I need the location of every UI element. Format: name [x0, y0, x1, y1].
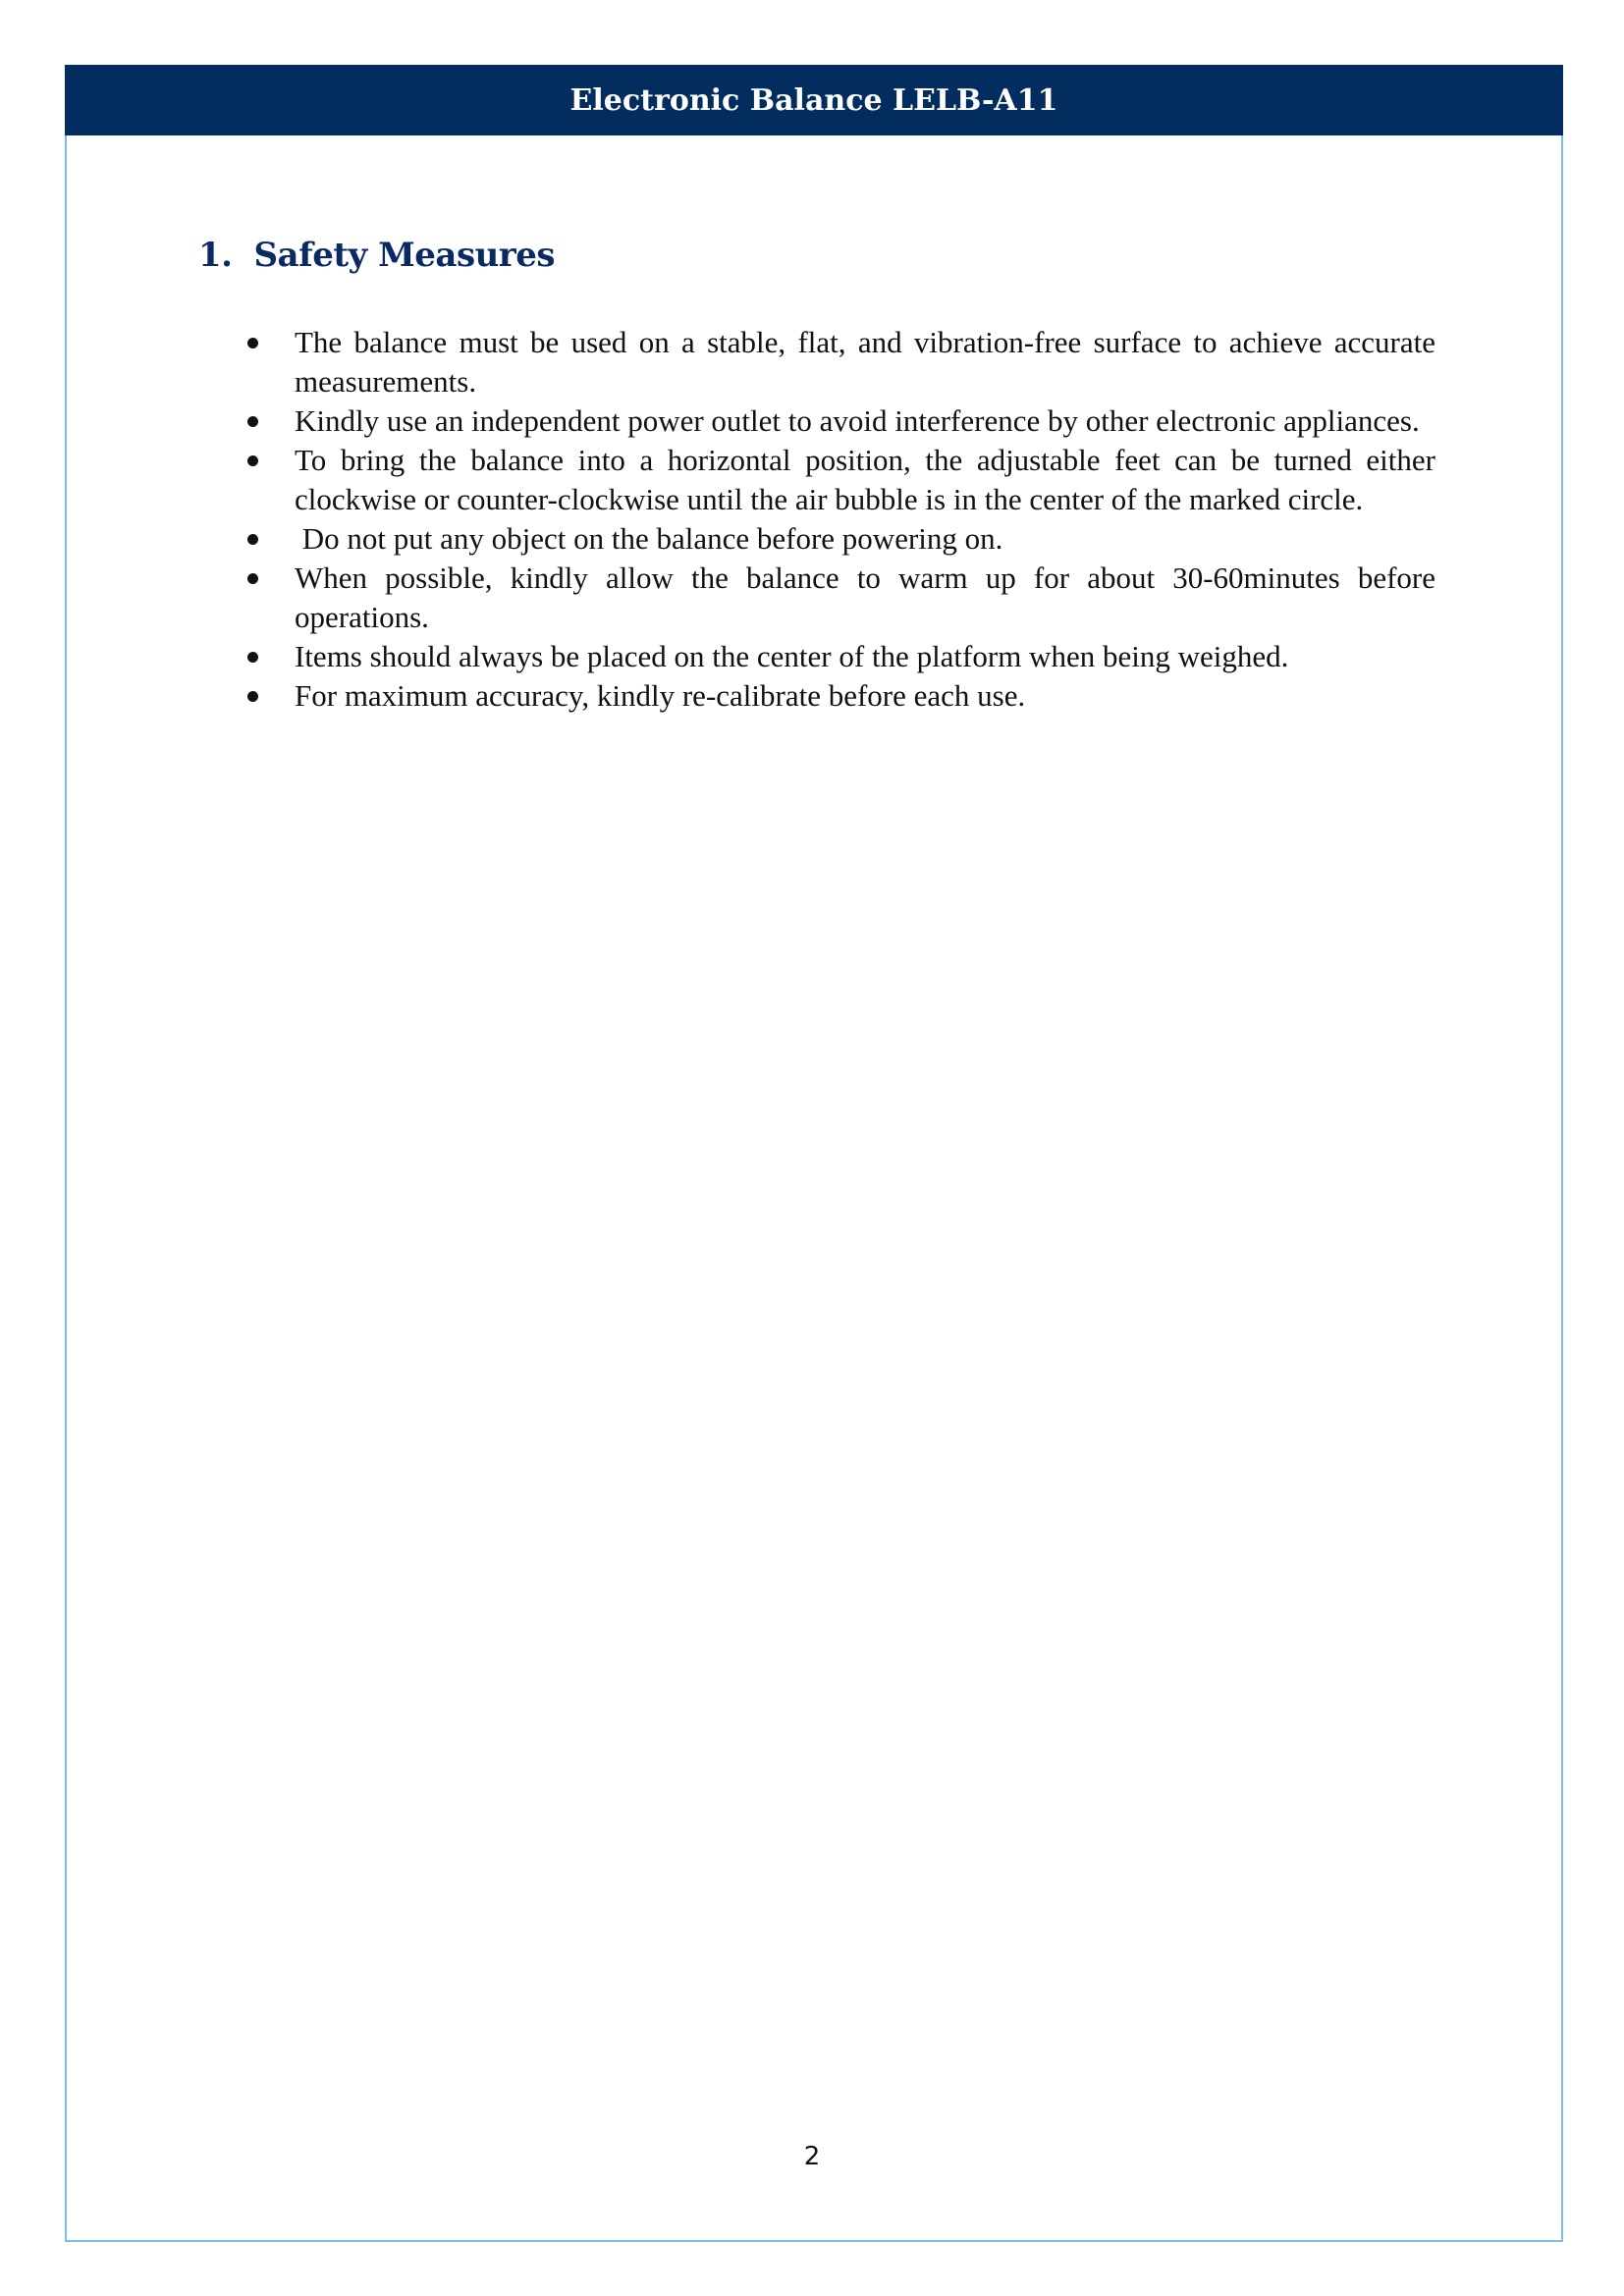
document-header — [65, 65, 1563, 135]
list-item-text: Items should always be placed on the center of the platform when being weighed. — [295, 639, 1289, 673]
bullet-icon — [247, 534, 258, 545]
list-item-text: To bring the balance into a horizontal position, the adjustable feet can be turned either clockwise or counter-clockwise until the air bubble is in the center of the marked circle. — [295, 443, 1435, 516]
list-item — [247, 323, 1435, 401]
list-item-text: For maximum accuracy, kindly re-calibrate before each use. — [295, 678, 1026, 713]
bullet-icon — [247, 652, 258, 663]
bullet-icon — [247, 691, 258, 702]
page-number: 2 — [803, 2142, 821, 2171]
section-number: 1. — [198, 236, 233, 275]
bullet-icon — [247, 573, 258, 584]
list-item-text: Do not put any object on the balance before powering on. — [295, 521, 1003, 556]
list-item — [247, 559, 1435, 637]
bullet-icon — [247, 338, 258, 348]
list-item — [247, 519, 1435, 559]
list-item-text: When possible, kindly allow the balance to warm up for about 30-60minutes before operations. — [295, 561, 1435, 634]
safety-measures-list — [247, 323, 1435, 716]
document-title: Electronic Balance LELB-A11 — [569, 82, 1058, 118]
list-item-text: Kindly use an independent power outlet to avoid interference by other electronic appliances. — [295, 403, 1420, 438]
list-item-text: The balance must be used on a stable, flat, and vibration-free surface to achieve accurate measurements. — [295, 325, 1435, 399]
list-item — [247, 441, 1435, 519]
bullet-icon — [247, 455, 258, 466]
section-title: Safety Measures — [253, 236, 555, 275]
list-item — [247, 676, 1435, 716]
section-heading — [198, 236, 555, 275]
list-item — [247, 637, 1435, 676]
list-item — [247, 401, 1435, 441]
bullet-icon — [247, 416, 258, 427]
